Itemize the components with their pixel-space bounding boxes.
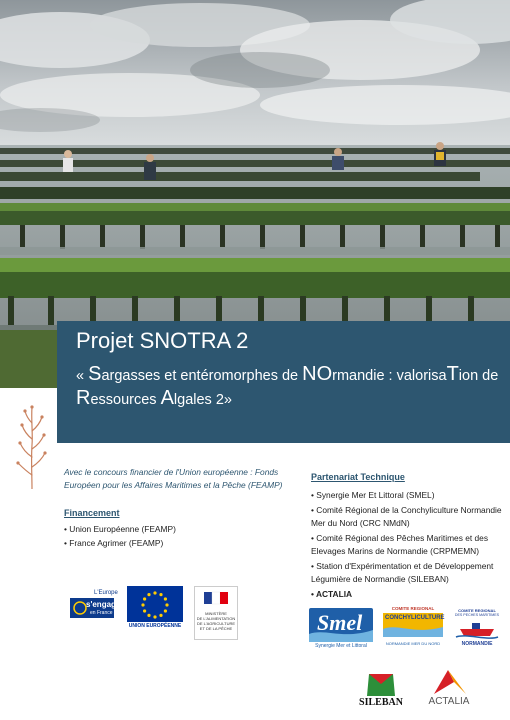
french-flag-icon [195, 590, 237, 606]
subtitle-text: essources [90, 392, 161, 408]
subtitle-initial: T [446, 363, 459, 385]
list-item: • Comité Régional de la Conchyliculture Normandie Mer du Nord (CRC NMdN) [311, 504, 507, 531]
partenariat-title: Partenariat Technique [311, 472, 405, 482]
subtitle-text: « [76, 368, 89, 384]
partners-section [311, 472, 507, 602]
list-item: • Station d'Expérimentation et de Développement Légumière de Normandie (SILEBAN) [311, 560, 507, 587]
smel-logo: Smel Synergie Mer et Littoral [309, 608, 373, 650]
partenariat-list [311, 489, 507, 601]
page-subtitle [76, 363, 500, 411]
subtitle-text: lgales 2» [173, 392, 232, 408]
subtitle-initial: A [160, 387, 174, 409]
actalia-logo: ACTALIA [420, 666, 478, 712]
list-item: • France Agrimer (FEAMP) [64, 536, 296, 550]
fishing-boat-icon [452, 619, 502, 639]
subtitle-initial: NO [302, 363, 333, 385]
sileban-logo: SILEBAN [353, 670, 409, 712]
list-item: • Union Européenne (FEAMP) [64, 522, 296, 536]
list-item: • Comité Régional des Pêches Maritimes et des Elevages Marins de Normandie (CRPMEMN) [311, 532, 507, 559]
crc-logo: COMITE REGIONAL CONCHYLICULTURE NORMANDIE MER DU NORD [385, 606, 445, 646]
europe-engage-logo: L'Europe s'engage en France [64, 588, 120, 628]
subtitle-text: rmandie : valorisa [332, 368, 447, 384]
list-item: • Synergie Mer Et Littoral (SMEL) [311, 489, 507, 503]
financement-list [64, 522, 296, 550]
financement-title: Financement [64, 508, 120, 518]
subtitle-initial: S [88, 363, 102, 385]
subtitle-text: ion de [458, 368, 499, 384]
funding-section [64, 466, 296, 550]
subtitle-text: argasses et entéromorphes de [101, 368, 303, 384]
title-box [57, 321, 510, 443]
eu-flag-icon [127, 586, 183, 622]
subtitle-initial: R [76, 387, 91, 409]
funding-intro: Avec le concours financier de l'Union européenne : Fonds Européen pour les Affaires Maritimes et la Pêche (FEAMP) [64, 467, 283, 490]
crpm-logo: COMITE REGIONAL DES PECHES MARITIMES NORMANDIE [452, 608, 502, 650]
list-item: • ACTALIA [311, 588, 507, 602]
page-title: Projet SNOTRA 2 [76, 328, 249, 353]
ministere-logo: MINISTÈRE DE L'ALIMENTATION DE L'AGRICULTURE ET DE LA PÊCHE [194, 586, 238, 640]
eu-flag-logo: UNION EUROPÉENNE [127, 586, 183, 630]
seaweed-illustration [14, 405, 50, 489]
